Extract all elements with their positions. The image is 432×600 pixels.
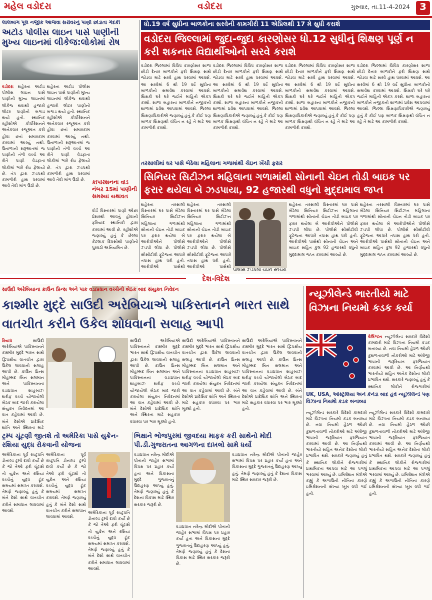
story-trump-body-cont: અમેરિકાના પૂર્વ રાષ્ટ્રપતિ ડોનાલ્ડ ટ્રમ્પે દાવો કર્યો છે કે જો તેઓ ફરી ચૂંટાશે તો યુક્રેન અને રશિયા વચ્ચેનું યુદ્ધ ટૂંક સમયમાં સમાપ્ત કરાવશે. તેમણે જણાવ્યું હતું કે બંને દેશો સાથે વાતચીત કરીને સમાધાન લાવવામાં આવશે.	[46, 452, 86, 520]
story-chain-kicker: તરસાલીમાં ઘર પાસે બેઠેલા મહિલાના ગળામાંથી ચેઇન ખેંચી ફરાર	[141, 161, 283, 167]
story-trump-headline-wrap	[2, 432, 130, 450]
story-left-body-col2	[47, 84, 90, 270]
story-chain-body-cont: શહેરના તરસાલી વિસ્તારમાં ઘર પાસે બેઠેલા સિનિયર સિટીઝન મહિલાના ગળામાંથી સોનાની ચેઇન તોડી બાઇક પર ફરાર થયેલા બે આરોપીઓને પોલીસે ઝડપી લીધા છે. પોલીસે સીસીટીવી ફૂટેજના આધારે તપાસ હાથ ધરી હતી. આરોપીઓ પાસેથી	[187, 202, 231, 270]
story-kashmir-kicker-wrap	[2, 286, 302, 294]
story-main-body-cont2: વડોદરા જિલ્લામાં વિવિધ કારણોસર શાળા છોડી દેનાર બાળકોને ફરી શિક્ષણ સાથે જોડવા માટે સરવે હાથ ધરવામાં આવશે. આ સરવેમાં 6 થી 19 વર્ષ સુધીના બાળકોનો સમાવેશ કરવામાં આવશે. શિક્ષકો ઘરે ઘરે જઈને માહિતી એકત્ર કરશે. શાળા બહારના બાળકોને નજીકની શાળામાં પ્રવેશ આપવામાં આવશે. જિલ્લા શિક્ષણાધિકારીએ જણાવ્યું હતું કે કોઈ પણ બાળક શિક્ષણથી વંચિત ન રહે તે માટે આ કામગીરી કરાશે.	[285, 63, 355, 131]
story-bhutan-col3	[232, 452, 302, 598]
story-main-body: વડોદરા જિલ્લામાં વિવિધ કારણોસર શાળા છોડી દેનાર બાળકોને ફરી શિક્ષણ સાથે જોડવા માટે સરવે હાથ ધરવામાં આવશે. આ સરવેમાં 6 થી 19 વર્ષ સુધીના બાળકોનો સમાવેશ કરવામાં આવશે. શિક્ષકો ઘરે ઘરે જઈને માહિતી એકત્ર કરશે. શાળા બહારના બાળકોને નજીકની શાળામાં પ્રવેશ આપવામાં આવશે. જિલ્લા શિક્ષણાધિકારીએ જણાવ્યું હતું કે કોઈ પણ બાળક શિક્ષણથી વંચિત ન રહે તે માટે આ કામગીરી કરાશે.	[141, 63, 211, 131]
column-divider	[303, 286, 304, 598]
story-chain-col2	[187, 202, 231, 270]
story-left-byline: વડોદરા	[2, 84, 14, 89]
story-nz-body: ન્યૂઝીલેન્ડ સરકારે વિદેશી કામદારો માટે વિઝાના નિયમો કડક બનાવ્યા છે. નવા નિયમો હેઠળ ઓછી કુશળતાવાળી નોકરીઓ માટે અંગ્રેજી ભાષાની જરૂરિયાત ફરજિયાત કરવામાં આવી છે. આ નિર્ણયથી ભારતીયો સહિત અનેક દેશોના લોકો પ્રભાવિત થશે. સરકારે જણાવ્યું હતું કે સ્થાનિક લોકોને રોજગારીમાં	[368, 334, 430, 389]
story-left-subheadline: કોર્પોરેશનના વોર્ડ નંબર 15માં પાણીની સમસ્યા યથાવત	[92, 180, 138, 200]
story-kashmir-body-cont: સાઉદી અરેબિયાએ પાકિસ્તાનને કાશ્મીર મુદ્દે ભારત સાથે દ્વિપક્ષીય વાતચીત દ્વારા ઉકેલ લાવવાની સલાહ આપી છે. ક્રાઉન પ્રિન્સ મોહમ્મદ બિન સલમાન અને પાકિસ્તાનના વડાપ્રધાન શાહબાઝ શરીફ વચ્ચે યોજાયેલી બેઠક બાદ જારી કરાયેલા સંયુક્ત નિવેદનમાં આ વાત કહેવામાં આવી છે. બંને દેશોએ પ્રાદેશિક શાંતિ અને સ્થિરતા માટે સહકાર વધારવા પર ભાર મૂક્યો હતો.	[130, 338, 180, 424]
story-chain-col4	[360, 202, 430, 270]
story-trump-body: અમેરિકાના પૂર્વ રાષ્ટ્રપતિ ડોનાલ્ડ ટ્રમ્પે દાવો કર્યો છે કે જો તેઓ ફરી ચૂંટાશે તો યુક્રેન અને રશિયા વચ્ચેનું યુદ્ધ ટૂંક સમયમાં સમાપ્ત કરાવશે. તેમણે જણાવ્યું હતું કે બંને દેશો સાથે વાતચીત કરીને સમાધાન લાવવામાં આવશે.	[2, 452, 44, 513]
story-bhutan-col1	[134, 452, 174, 598]
story-trump-col3	[88, 510, 130, 598]
story-left-kicker: લાલબાગ પૂલ નજીક આજવા સરોવરનું પાણી છોડાતા ગંદકી	[2, 20, 121, 26]
arrested-men-photo	[233, 202, 287, 268]
nz-flag-photo	[306, 334, 366, 388]
nz-flag-icon	[306, 334, 366, 388]
story-nz-col1	[306, 410, 367, 598]
story-trump-body-cont2: અમેરિકાના પૂર્વ રાષ્ટ્રપતિ ડોનાલ્ડ ટ્રમ્પે દાવો કર્યો છે કે જો તેઓ ફરી ચૂંટાશે તો યુક્રેન અને રશિયા વચ્ચેનું યુદ્ધ ટૂંક સમયમાં સમાપ્ત કરાવશે. તેમણે જણાવ્યું હતું કે બંને દેશો સાથે વાતચીત કરીને સમાધાન લાવવામાં આવશે.	[88, 510, 130, 571]
story-bhutan-headline-wrap	[134, 432, 302, 450]
story-main-kicker: ધો.19 વર્ષ સુધીના બાળકોના સરવેની કામગીરી 11 એપ્રિલથી 17 મે સુધી કરાશે	[144, 21, 341, 28]
story-main-col1	[141, 63, 211, 159]
story-main-body-cont3: વડોદરા જિલ્લામાં વિવિધ કારણોસર શાળા છોડી દેનાર બાળકોને ફરી શિક્ષણ સાથે જોડવા માટે સરવે હાથ ધરવામાં આવશે. આ સરવેમાં 6 થી 19 વર્ષ સુધીના બાળકોનો સમાવેશ કરવામાં આવશે. શિક્ષકો ઘરે ઘરે જઈને માહિતી એકત્ર કરશે. શાળા બહારના બાળકોને નજીકની શાળામાં પ્રવેશ આપવામાં આવશે. જિલ્લા શિક્ષણાધિકારીએ જણાવ્યું હતું કે કોઈ પણ બાળક શિક્ષણથી વંચિત ન રહે તે માટે આ કામગીરી કરાશે.	[357, 63, 430, 124]
story-nz-sidenote-wrap	[306, 392, 430, 408]
leaders-meeting-photo	[46, 338, 128, 408]
story-kashmir-col1	[2, 338, 44, 430]
story-kashmir-col4	[242, 338, 302, 430]
story-chain-col3	[289, 202, 358, 270]
story-kashmir-kicker: સાઉદી અરેબિયાના ક્રાઉન પ્રિન્સ અને પાક વડાપ્રધાન વચ્ચેની બેઠક બાદ સંયુક્ત નિવેદન	[2, 287, 179, 293]
section-banner	[0, 274, 432, 284]
story-kashmir-body: સાઉદી અરેબિયાએ પાકિસ્તાનને કાશ્મીર મુદ્દે ભારત સાથે દ્વિપક્ષીય વાતચીત દ્વારા ઉકેલ લાવવાની સલાહ આપી છે. ક્રાઉન પ્રિન્સ મોહમ્મદ બિન સલમાન અને પાકિસ્તાનના વડાપ્રધાન શાહબાઝ શરીફ વચ્ચે યોજાયેલી બેઠક બાદ જારી કરાયેલા સંયુક્ત નિવેદનમાં આ વાત કહેવામાં આવી છે. બંને દેશોએ પ્રાદેશિક શાંતિ અને સ્થિરતા માટે	[2, 338, 44, 430]
story-nz-headline-box	[306, 286, 430, 330]
story-chain-kicker-wrap	[141, 160, 430, 168]
story-main-col4	[357, 63, 430, 159]
column-divider	[132, 432, 133, 598]
story-kashmir-col3	[182, 338, 240, 430]
section-banner-label: દેશ-વિદેશ	[186, 274, 246, 284]
story-left-sub	[92, 180, 138, 280]
story-bhutan-col2	[176, 524, 230, 598]
arrested-men-caption: પોલીસે ઝડપેલા ચેઇન સ્નેચરો	[233, 268, 287, 273]
story-main-col3	[285, 63, 355, 159]
story-chain-headline: સિનિયર સિટીઝન મહિલાના ગળામાંથી સોનાની ચેઇન તોડી બાઇક પર ફરાર થયેલા બે ઝડપાયા, 92 હજારથી વધુનો મુદ્દામાલ જપ્ત	[144, 172, 410, 196]
section-label: મહેલ વડોદરા	[4, 2, 52, 12]
story-trump-col1	[2, 452, 44, 598]
story-bhutan-body-cont: વડાપ્રધાન નરેન્દ્ર મોદીએ પોતાની જાહેર સભામાં વિપક્ષ પર પ્રહાર કર્યા હતા અને વિકાસના મુદ્દે ગુજરાતનું ઉદાહરણ આપ્યું હતું. તેમણે જણાવ્યું હતું કે દેશના વિકાસ માટે સ્થિર સરકાર જરૂરી છે.	[176, 524, 230, 567]
story-nz-body-cont: ન્યૂઝીલેન્ડ સરકારે વિદેશી કામદારો માટે વિઝાના નિયમો કડક બનાવ્યા છે. નવા નિયમો હેઠળ ઓછી કુશળતાવાળી નોકરીઓ માટે અંગ્રેજી ભાષાની જરૂરિયાત ફરજિયાત કરવામાં આવી છે. આ નિર્ણયથી ભારતીયો સહિત અનેક દેશોના લોકો પ્રભાવિત થશે. સરકારે જણાવ્યું હતું કે સ્થાનિક લોકોને રોજગારીમાં પ્રાથમિકતા આપવા માટે આ પગલું ભરવામાં આવ્યું છે. ઇમિગ્રેશન મંત્રીએ કહ્યું કે અગાઉની નીતિના કારણે ઇમિગ્રેશનની સંખ્યા ખૂબ વધી ગઈ હતી.	[306, 410, 367, 496]
story-chain-body: શહેરના તરસાલી વિસ્તારમાં ઘર પાસે બેઠેલા સિનિયર સિટીઝન મહિલાના ગળામાંથી સોનાની ચેઇન તોડી બાઇક પર ફરાર થયેલા બે આરોપીઓને પોલીસે ઝડપી લીધા છે. પોલીસે સીસીટીવી ફૂટેજના આધારે તપાસ હાથ ધરી હતી. આરોપીઓ પાસેથી	[141, 202, 185, 270]
story-kashmir-headline-wrap	[2, 295, 302, 335]
story-nz-col2	[369, 410, 430, 598]
story-trump-headline: ટ્રમ્પ ચૂંટણી જીતશે તો અમેરિકા પાસે યુક્રેન-રશિયા યુદ્ધ રોકવાની યોજના	[2, 432, 119, 449]
story-kashmir-body-cont2: સાઉદી અરેબિયાએ પાકિસ્તાનને કાશ્મીર મુદ્દે ભારત સાથે દ્વિપક્ષીય વાતચીત દ્વારા ઉકેલ લાવવાની સલાહ આપી છે. ક્રાઉન પ્રિન્સ મોહમ્મદ બિન સલમાન અને પાકિસ્તાનના વડાપ્રધાન શાહબાઝ શરીફ વચ્ચે યોજાયેલી બેઠક બાદ જારી કરાયેલા સંયુક્ત નિવેદનમાં આ વાત કહેવામાં આવી છે. બંને દેશોએ પ્રાદેશિક શાંતિ અને સ્થિરતા માટે સહકાર વધારવા પર ભાર મૂક્યો હતો.	[182, 338, 240, 412]
story-nz-side-note: UK, USA, ઓસ્ટ્રેલિયા અને કેનેડા બાદ હવે ન્યૂઝીલેન્ડે પણ વિઝાના નિયમો કડક બનાવ્યા	[306, 392, 430, 405]
column-divider	[139, 20, 140, 272]
story-kashmir-col2	[130, 338, 180, 430]
story-left-headline: અટોડ પોલીસ લાઇન પાસે પાણીની મુખ્ય લાઇનમાં લીકેજ:લોકોમાં રોષ	[2, 28, 120, 48]
story-nz-byline: વેલિંગ્ટન	[368, 334, 383, 339]
story-main-kicker-bar	[141, 20, 430, 30]
trump-photo	[88, 452, 130, 508]
story-main-col2	[213, 63, 283, 159]
story-bhutan-body-cont2: વડાપ્રધાન નરેન્દ્ર મોદીએ પોતાની જાહેર સભામાં વિપક્ષ પર પ્રહાર કર્યા હતા અને વિકાસના મુદ્દે ગુજરાતનું ઉદાહરણ આપ્યું હતું. તેમણે જણાવ્યું હતું કે દેશના વિકાસ માટે સ્થિર સરકાર જરૂરી છે.	[232, 452, 302, 482]
masthead	[0, 0, 432, 16]
masthead-rule	[0, 16, 432, 18]
story-bhutan-body: વડાપ્રધાન નરેન્દ્ર મોદીએ પોતાની જાહેર સભામાં વિપક્ષ પર પ્રહાર કર્યા હતા અને વિકાસના મુદ્દે ગુજરાતનું ઉદાહરણ આપ્યું હતું. તેમણે જણાવ્યું હતું કે દેશના વિકાસ માટે સ્થિર સરકાર જરૂરી છે.	[134, 452, 174, 507]
city-label: વડોદરા	[197, 2, 223, 12]
page-number: 3	[416, 1, 430, 15]
story-left-subbody: વોર્ડ વિસ્તારમાં પાણી ઓછા પ્રેશરથી આવતું હોવાની ફરિયાદ સ્થાનિકો દ્વારા કરવામાં આવી છે. રહીશોએ જણાવ્યું હતું કે છેલ્લા કેટલાક દિવસોથી પાણીનો પુરવઠો અનિયમિત છે.	[92, 208, 138, 251]
story-left-body-cont: શહેરના અટોડ પોલીસ લાઇન પાસે પાણીની મુખ્ય લાઇનમાં લીકેજ થવાથી હજારો લીટર પાણીનો બગાડ થયો હતો. સ્થાનિક રહીશોએ કોર્પોરેશનને અનેકવાર રજૂઆત કરી હોવા છતાં સમારકામ કરવામાં આવ્યું નથી. ઉનાળાની શરૂઆતમાં જ પાણીની તંગી વચ્ચે આ રીતે પાણી વેડફાતા લોકોમાં ભારે રોષ ફેલાયો છે. તંત્ર દ્વારા ઝડપથી કામગીરી હાથ ધરવામાં આવે તેવી માંગ ઉઠી છે.	[47, 84, 90, 183]
story-kashmir-body-cont3: સાઉદી અરેબિયાએ પાકિસ્તાનને કાશ્મીર મુદ્દે ભારત સાથે દ્વિપક્ષીય વાતચીત દ્વારા ઉકેલ લાવવાની સલાહ આપી છે. ક્રાઉન પ્રિન્સ મોહમ્મદ બિન સલમાન અને પાકિસ્તાનના વડાપ્રધાન શાહબાઝ શરીફ વચ્ચે યોજાયેલી બેઠક બાદ જારી કરાયેલા સંયુક્ત નિવેદનમાં આ વાત કહેવામાં આવી છે. બંને દેશોએ પ્રાદેશિક શાંતિ અને સ્થિરતા માટે સહકાર વધારવા પર ભાર મૂક્યો હતો.	[242, 338, 302, 412]
story-main-body-cont: વડોદરા જિલ્લામાં વિવિધ કારણોસર શાળા છોડી દેનાર બાળકોને ફરી શિક્ષણ સાથે જોડવા માટે સરવે હાથ ધરવામાં આવશે. આ સરવેમાં 6 થી 19 વર્ષ સુધીના બાળકોનો સમાવેશ કરવામાં આવશે. શિક્ષકો ઘરે ઘરે જઈને માહિતી એકત્ર કરશે. શાળા બહારના બાળકોને નજીકની શાળામાં પ્રવેશ આપવામાં આવશે. જિલ્લા શિક્ષણાધિકારીએ જણાવ્યું હતું કે કોઈ પણ બાળક શિક્ષણથી વંચિત ન રહે તે માટે આ કામગીરી કરાશે.	[213, 63, 283, 131]
story-main-headline: વડોદરા જિલ્લામાં જુદા-જુદા કારણોસર ધો.12 સુધીનું શિક્ષણ પૂર્ણ ન કરી શકનાર વિદ્યાર્થીઓનો સરવે કરાશે	[144, 34, 414, 58]
modi-photo	[176, 452, 230, 522]
story-bhutan-headline: ભિક્ષાને ભોજપુરમાં જીવદયા માફક કરી સાથેનો મોદી પી.ડી.ગુજરાતના આગળના દાખલો સામે ધર્યો	[134, 432, 272, 449]
story-trump-col2	[46, 452, 86, 598]
issue-date: ગુરુવાર, તા.11-4-2024	[350, 4, 410, 11]
story-left-body: શહેરના અટોડ પોલીસ લાઇન પાસે પાણીની મુખ્ય લાઇનમાં લીકેજ થવાથી હજારો લીટર પાણીનો બગાડ થયો હતો. સ્થાનિક રહીશોએ કોર્પોરેશનને અનેકવાર રજૂઆત કરી હોવા છતાં સમારકામ કરવામાં આવ્યું નથી. ઉનાળાની શરૂઆતમાં જ પાણીની તંગી વચ્ચે આ રીતે પાણી વેડફાતા લોકોમાં ભારે રોષ ફેલાયો છે. તંત્ર દ્વારા ઝડપથી કામગીરી હાથ ધરવામાં આવે તેવી માંગ ઉઠી છે.	[2, 84, 45, 189]
story-kashmir-headline: કાશ્મીર મુદ્દે સાઉદી અરેબિયાએ પાકિસ્તાનને ભારત સાથે વાતચીત કરીને ઉકેલ શોધવાની સલાહ આપી	[2, 297, 290, 331]
story-nz-body-cont2: ન્યૂઝીલેન્ડ સરકારે વિદેશી કામદારો માટે વિઝાના નિયમો કડક બનાવ્યા છે. નવા નિયમો હેઠળ ઓછી કુશળતાવાળી નોકરીઓ માટે અંગ્રેજી ભાષાની જરૂરિયાત ફરજિયાત કરવામાં આવી છે. આ નિર્ણયથી ભારતીયો સહિત અનેક દેશોના લોકો પ્રભાવિત થશે. સરકારે જણાવ્યું હતું કે સ્થાનિક લોકોને રોજગારીમાં પ્રાથમિકતા આપવા માટે આ પગલું ભરવામાં આવ્યું છે. ઇમિગ્રેશન મંત્રીએ કહ્યું કે અગાઉની નીતિના કારણે ઇમિગ્રેશનની સંખ્યા ખૂબ વધી ગઈ હતી.	[369, 410, 430, 496]
story-left-body-col1	[2, 84, 45, 270]
story-main-headline-box	[141, 32, 430, 60]
story-kashmir-byline: રિયાધ	[2, 338, 13, 343]
story-nz-headline: ન્યૂઝીલેન્ડે ભારતીયો માટે વિઝાના નિયમો કડક કર્યા	[309, 289, 413, 314]
story-chain-headline-box	[141, 169, 430, 199]
story-chain-body-cont3: શહેરના તરસાલી વિસ્તારમાં ઘર પાસે બેઠેલા સિનિયર સિટીઝન મહિલાના ગળામાંથી સોનાની ચેઇન તોડી બાઇક પર ફરાર થયેલા બે આરોપીઓને પોલીસે ઝડપી લીધા છે. પોલીસે સીસીટીવી ફૂટેજના આધારે તપાસ હાથ ધરી હતી. આરોપીઓ પાસેથી સોનાની ચેઇન અને બાઇક સહિત કુલ 92 હજારથી વધુનો મુદ્દામાલ જપ્ત કરવામાં આવ્યો છે.	[360, 202, 430, 257]
story-chain-body-cont2: શહેરના તરસાલી વિસ્તારમાં ઘર પાસે બેઠેલા સિનિયર સિટીઝન મહિલાના ગળામાંથી સોનાની ચેઇન તોડી બાઇક પર ફરાર થયેલા બે આરોપીઓને પોલીસે ઝડપી લીધા છે. પોલીસે સીસીટીવી ફૂટેજના આધારે તપાસ હાથ ધરી હતી. આરોપીઓ પાસેથી સોનાની ચેઇન અને બાઇક સહિત કુલ 92 હજારથી વધુનો મુદ્દામાલ જપ્ત કરવામાં આવ્યો છે.	[289, 202, 358, 257]
story-chain-col1	[141, 202, 185, 270]
water-leak-photo	[2, 50, 138, 80]
story-nz-col-top	[368, 334, 430, 390]
